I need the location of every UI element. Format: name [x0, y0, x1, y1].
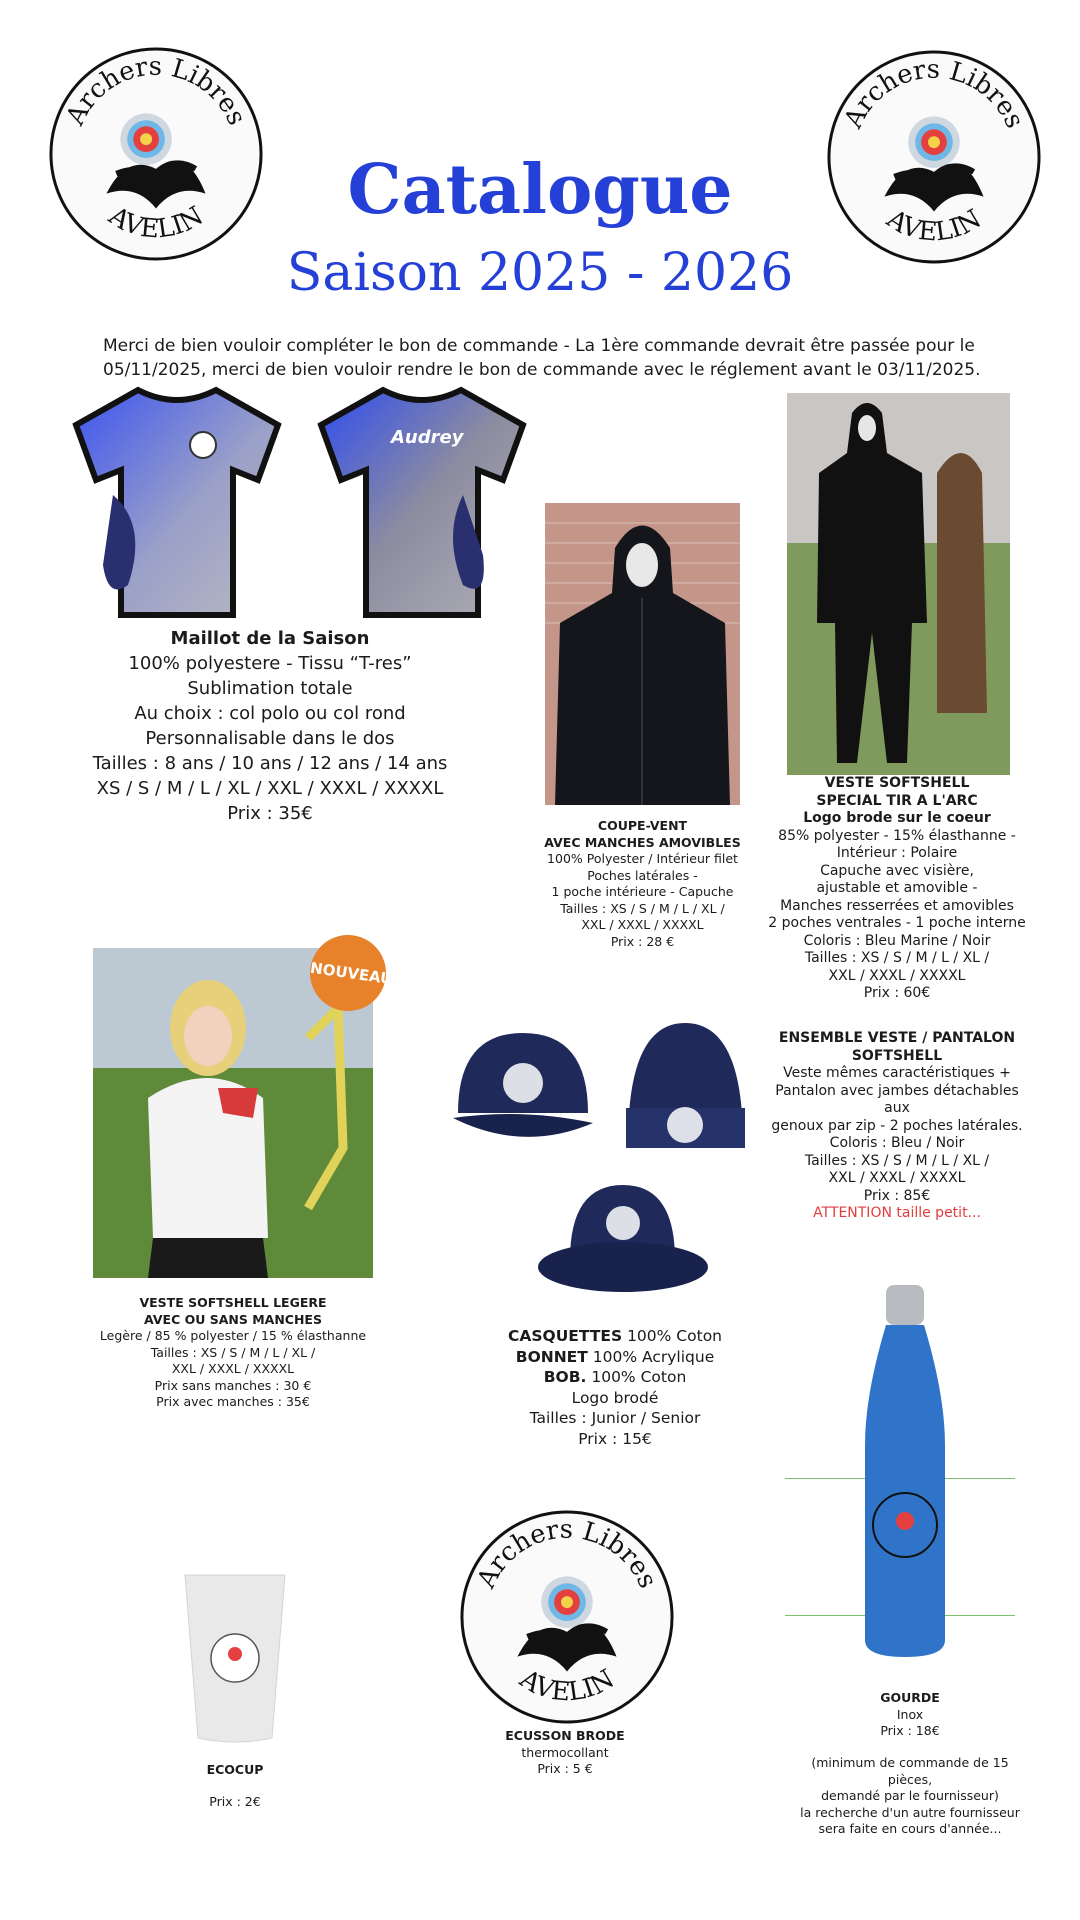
- maillot-line: Tailles : 8 ans / 10 ans / 12 ans / 14 ans: [92, 753, 448, 774]
- maillot-title: Maillot de la Saison: [170, 628, 370, 649]
- bob-material: 100% Coton: [586, 1368, 687, 1386]
- veste-softshell-line: Intérieur : Polaire: [836, 845, 958, 861]
- veste-legere-price: Prix avec manches : 35€: [156, 1394, 310, 1409]
- bonnet-label: BONNET: [515, 1347, 588, 1366]
- veste-softshell-description: [762, 775, 1032, 1003]
- veste-legere-line: Legère / 85 % polyester / 15 % élasthanne: [99, 1328, 367, 1343]
- coupe-vent-line: Poches latérales -: [587, 867, 698, 883]
- coupe-vent-line: 100% Polyester / Intérieur filet: [547, 851, 738, 866]
- ensemble-line: XXL / XXXL / XXXXL: [828, 1170, 966, 1186]
- maillot-price: Prix : 35€: [227, 803, 313, 824]
- casquettes-material: 100% Coton: [622, 1327, 722, 1345]
- veste-softshell-title: VESTE SOFTSHELL: [824, 775, 970, 791]
- svg-text:AVELIN: AVELIN: [881, 203, 987, 248]
- gourde-note: [790, 1755, 1030, 1838]
- gourde-price: Prix : 18€: [880, 1723, 940, 1738]
- casquettes-label: CASQUETTES: [508, 1327, 623, 1345]
- ecocup-title: ECOCUP: [206, 1762, 264, 1777]
- veste-legere-line: XXL / XXXL / XXXXL: [171, 1361, 295, 1376]
- ecusson-title: ECUSSON BRODE: [505, 1728, 625, 1743]
- veste-softshell-line: 2 poches ventrales - 1 poche interne: [768, 915, 1026, 931]
- veste-legere-subtitle: AVEC OU SANS MANCHES: [144, 1311, 322, 1327]
- bob-label: BOB.: [543, 1368, 587, 1386]
- veste-softshell-line: Capuche avec visière,: [820, 862, 974, 879]
- casquette-image: [448, 1013, 593, 1158]
- ensemble-title: ENSEMBLE VESTE / PANTALON: [778, 1030, 1016, 1046]
- ensemble-price: Prix : 85€: [863, 1187, 931, 1204]
- veste-softshell-line: Tailles : XS / S / M / L / XL /: [804, 950, 990, 966]
- veste-softshell-line: Coloris : Bleu Marine / Noir: [803, 932, 991, 949]
- maillot-description: [70, 626, 470, 826]
- ecocup-image: [180, 1570, 290, 1745]
- gourde-note-line: demandé par le fournisseur): [821, 1788, 999, 1803]
- maillot-line: Au choix : col polo ou col rond: [134, 703, 406, 724]
- maillot-line: Sublimation totale: [187, 678, 353, 699]
- intro-text: [103, 334, 1003, 382]
- maillot-line: XS / S / M / L / XL / XXL / XXXL / XXXXL: [96, 778, 444, 799]
- svg-text:AVELIN: AVELIN: [103, 200, 209, 245]
- casquettes-line: Tailles : Junior / Senior: [529, 1409, 701, 1427]
- coupe-vent-subtitle: AVEC MANCHES AMOVIBLES: [544, 834, 741, 850]
- veste-softshell-line: Manches resserrées et amovibles: [780, 897, 1014, 914]
- gourde-image: [860, 1285, 950, 1660]
- coupe-vent-price: Prix : 28 €: [610, 933, 675, 949]
- shirt-name-print: Audrey: [391, 427, 464, 448]
- ensemble-warning: ATTENTION taille petit...: [813, 1205, 981, 1221]
- ensemble-description: [762, 1030, 1032, 1223]
- svg-text:AVELIN: AVELIN: [514, 1663, 620, 1708]
- gourde-line: Inox: [896, 1706, 924, 1722]
- ensemble-subtitle: SOFTSHELL: [851, 1047, 943, 1064]
- ensemble-line: Veste mêmes caractéristiques +: [783, 1065, 1011, 1081]
- veste-softshell-subtitle: SPECIAL TIR A L'ARC: [816, 792, 978, 809]
- gourde-description: [790, 1690, 1030, 1740]
- veste-softshell-price: Prix : 60€: [863, 985, 931, 1001]
- page-subtitle: Saison 2025 - 2026: [286, 243, 794, 303]
- veste-legere-description: [83, 1295, 383, 1411]
- casquettes-line: Logo brodé: [571, 1388, 659, 1407]
- coupe-vent-line: XXL / XXXL / XXXXL: [581, 917, 704, 932]
- gourde-note-line: la recherche d'un autre fournisseur: [800, 1804, 1020, 1820]
- intro-line-2: 05/11/2025, merci de bien vouloir rendre le bon de commande avec le réglement avant le 03/11/2025.: [103, 360, 981, 380]
- coupe-vent-line: Tailles : XS / S / M / L / XL /: [560, 900, 725, 916]
- veste-legere-title: VESTE SOFTSHELL LEGERE: [139, 1295, 327, 1310]
- ensemble-line: Pantalon avec jambes détachables aux: [775, 1082, 1019, 1116]
- veste-softshell-line: XXL / XXXL / XXXXL: [828, 967, 966, 984]
- veste-softshell-logo-line: Logo brode sur le coeur: [803, 810, 991, 826]
- svg-text:Archers Libres: Archers Libres: [60, 51, 252, 130]
- svg-text:Archers Libres: Archers Libres: [838, 54, 1030, 133]
- veste-legere-price: Prix sans manches : 30 €: [154, 1377, 312, 1393]
- veste-softshell-line: ajustable et amovible -: [816, 880, 978, 896]
- ensemble-line: Coloris : Bleu / Noir: [829, 1135, 965, 1151]
- ensemble-line: Tailles : XS / S / M / L / XL /: [804, 1152, 990, 1169]
- coupe-vent-line: 1 poche intérieure - Capuche: [551, 884, 734, 899]
- coupe-vent-description: [520, 818, 765, 950]
- coupe-vent-title: COUPE-VENT: [597, 818, 688, 833]
- gourde-note-line: (minimum de commande de 15 pièces,: [811, 1755, 1009, 1787]
- veste-legere-line: Tailles : XS / S / M / L / XL /: [150, 1344, 316, 1360]
- veste-softshell-image: [787, 393, 1010, 775]
- ecusson-line: thermocollant: [521, 1744, 609, 1760]
- ecusson-description: [460, 1728, 670, 1778]
- nouveau-badge: NOUVEAU: [305, 930, 391, 1016]
- tshirt-front-image: [68, 385, 286, 620]
- ecusson-logo: [458, 1508, 676, 1726]
- bonnet-image: [618, 1013, 753, 1158]
- ensemble-line: genoux par zip - 2 poches latérales.: [771, 1117, 1023, 1134]
- coupe-vent-image: [545, 503, 740, 805]
- casquettes-description: [480, 1326, 750, 1449]
- maillot-line: Personnalisable dans le dos: [145, 728, 395, 749]
- tshirt-back-image: [313, 385, 531, 620]
- svg-text:Archers Libres: Archers Libres: [471, 1514, 663, 1593]
- gourde-note-line: sera faite en cours d'année...: [818, 1821, 1002, 1836]
- casquettes-price: Prix : 15€: [578, 1429, 652, 1448]
- intro-line-1: Merci de bien vouloir compléter le bon de commande - La 1ère commande devrait être passée pour le: [103, 336, 975, 356]
- bob-image: [535, 1175, 710, 1300]
- ecusson-price: Prix : 5 €: [537, 1761, 593, 1776]
- veste-softshell-line: 85% polyester - 15% élasthanne -: [778, 827, 1016, 844]
- page-title: Catalogue: [347, 150, 733, 230]
- maillot-line: 100% polyestere - Tissu “T-res”: [128, 653, 412, 674]
- gourde-title: GOURDE: [880, 1690, 940, 1705]
- bonnet-material: 100% Acrylique: [587, 1347, 715, 1366]
- ecocup-price: Prix : 2€: [209, 1794, 261, 1809]
